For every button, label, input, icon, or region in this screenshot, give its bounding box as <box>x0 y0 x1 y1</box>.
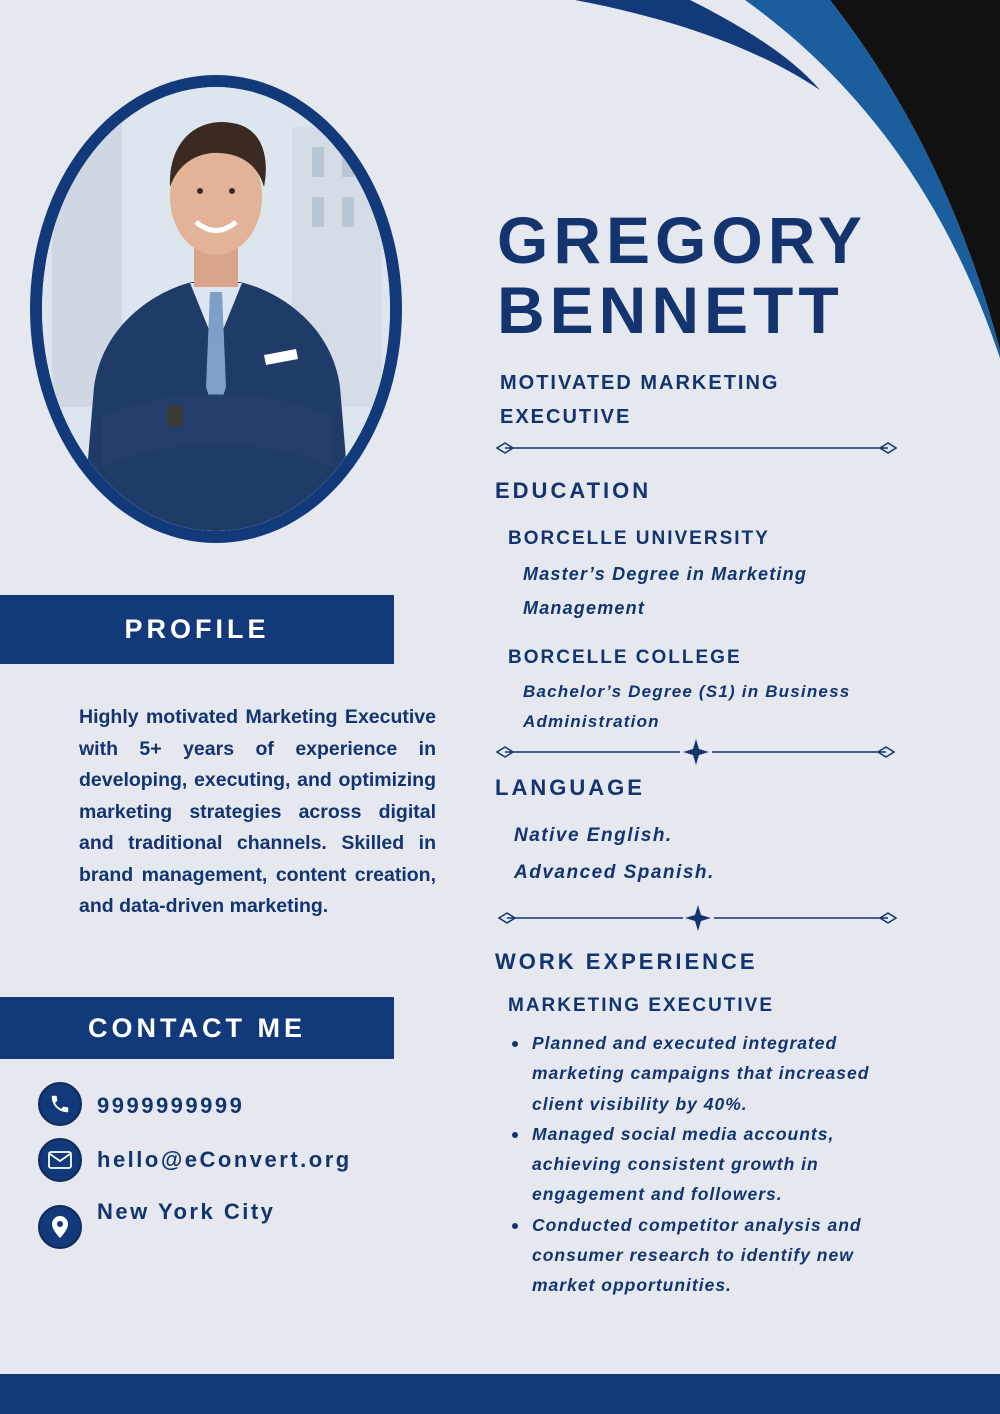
divider-line-3 <box>499 905 896 931</box>
work-bullet-list <box>510 1028 890 1301</box>
language-item: Advanced Spanish. <box>514 862 715 883</box>
job-tagline <box>500 366 880 434</box>
phone-icon <box>38 1082 82 1126</box>
work-bullet <box>510 1210 890 1301</box>
contact-location: New York City <box>97 1199 276 1224</box>
bullet-line: marketing campaigns that increased <box>532 1063 870 1084</box>
name-line-2: BENNETT <box>497 273 844 347</box>
profile-heading-banner: PROFILE <box>0 595 394 664</box>
tagline-line-1: MOTIVATED MARKETING <box>500 372 780 394</box>
profile-photo <box>42 87 390 531</box>
education-institution: BORCELLE COLLEGE <box>508 647 742 668</box>
work-role-title: MARKETING EXECUTIVE <box>508 995 775 1016</box>
education-heading: EDUCATION <box>495 478 652 503</box>
profile-photo-frame <box>30 75 402 543</box>
location-pin-icon <box>38 1205 82 1249</box>
degree-line-1: Master’s Degree in Marketing <box>523 564 808 584</box>
education-institution: BORCELLE UNIVERSITY <box>508 528 770 549</box>
degree-line-1: Bachelor’s Degree (S1) in Business <box>523 682 851 701</box>
education-degree <box>523 677 913 737</box>
contact-phone[interactable]: 9999999999 <box>97 1093 245 1118</box>
bullet-line: achieving consistent growth in <box>532 1154 819 1175</box>
bullet-line: market opportunities. <box>532 1275 732 1296</box>
person-name <box>497 205 977 345</box>
work-bullet <box>510 1119 890 1210</box>
bullet-line: Managed social media accounts, <box>532 1123 835 1144</box>
bullet-line: Planned and executed integrated <box>532 1033 838 1053</box>
profile-summary: Highly motivated Marketing Executive with 5+ years of experience in developing, executing, and optimizing marketing strategies across digital and traditional channels. Skilled in brand management, content creation, and data-driven marketing. <box>79 706 436 917</box>
contact-heading-banner: CONTACT ME <box>0 997 394 1059</box>
name-line-1: GREGORY <box>497 203 867 277</box>
degree-line-2: Management <box>523 598 646 618</box>
divider-line-2 <box>497 739 894 765</box>
language-heading: LANGUAGE <box>495 775 645 800</box>
tagline-line-2: EXECUTIVE <box>500 406 632 428</box>
work-experience-heading: WORK EXPERIENCE <box>495 949 758 974</box>
bullet-line: engagement and followers. <box>532 1184 783 1205</box>
mail-icon <box>38 1138 82 1182</box>
bullet-line: client visibility by 40%. <box>532 1093 748 1114</box>
divider-line-1 <box>497 443 896 453</box>
education-degree <box>523 557 903 625</box>
contact-email[interactable]: hello@eConvert.org <box>97 1147 352 1172</box>
language-item: Native English. <box>514 825 673 846</box>
bullet-line: consumer research to identify new <box>532 1245 854 1266</box>
footer-bar <box>0 1374 1000 1414</box>
bullet-line: Conducted competitor analysis and <box>532 1214 862 1235</box>
work-bullet <box>510 1028 890 1119</box>
degree-line-2: Administration <box>523 712 660 731</box>
